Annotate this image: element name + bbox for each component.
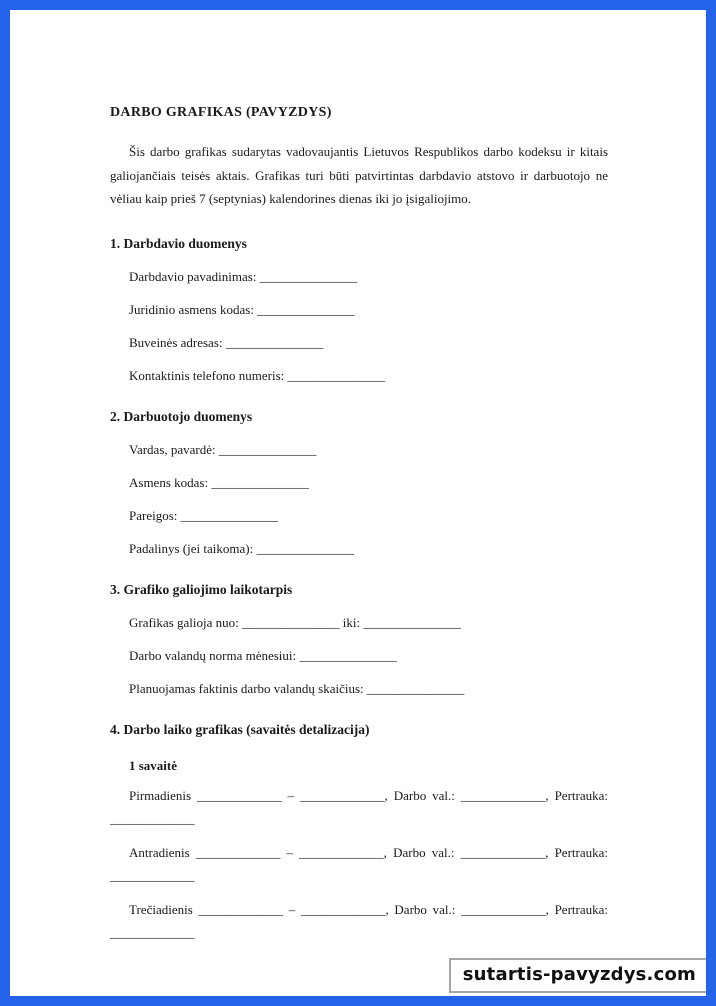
field-employee-personal-code: Asmens kodas: _______________	[129, 474, 309, 490]
field-employer-address: Buveinės adresas: _______________	[129, 334, 324, 350]
section-heading-employee: 2. Darbuotojo duomenys	[110, 408, 253, 424]
document-title: DARBO GRAFIKAS (PAVYZDYS)	[110, 105, 332, 120]
section-heading-schedule: 4. Darbo laiko grafikas (savaitės detalizacija)	[110, 721, 370, 737]
section-heading-employer: 1. Darbdavio duomenys	[110, 235, 247, 251]
field-employer-phone: Kontaktinis telefono numeris: _______________	[129, 367, 386, 383]
schedule-row-tuesday: Antradienis _____________ – _____________, Darbo val.: _____________, Pertrauka: _____________	[110, 844, 608, 883]
field-planned-actual-hours: Planuojamas faktinis darbo valandų skaičius: _______________	[129, 680, 465, 696]
field-employee-position: Pareigos: _______________	[129, 507, 279, 523]
field-employee-name: Vardas, pavardė: _______________	[129, 441, 317, 457]
week-1-subheading: 1 savaitė	[129, 757, 178, 773]
document-content	[10, 10, 706, 996]
section-heading-validity: 3. Grafiko galiojimo laikotarpis	[110, 581, 293, 597]
field-validity-period: Grafikas galioja nuo: _______________ iki: _______________	[129, 614, 461, 630]
field-employer-code: Juridinio asmens kodas: _______________	[129, 301, 355, 317]
schedule-row-monday: Pirmadienis _____________ – _____________, Darbo val.: _____________, Pertrauka: _____________	[110, 787, 608, 826]
field-employer-name: Darbdavio pavadinimas: _______________	[129, 268, 358, 284]
watermark-site-badge[interactable]: sutartis-pavyzdys.com	[449, 958, 710, 993]
schedule-row-wednesday: Trečiadienis _____________ – _____________, Darbo val.: _____________, Pertrauka: _____________	[110, 901, 608, 940]
field-monthly-hours-norm: Darbo valandų norma mėnesiui: _______________	[129, 647, 397, 663]
intro-paragraph: Šis darbo grafikas sudarytas vadovaujantis Lietuvos Respublikos darbo kodeksu ir kitais galiojančiais teisės aktais. Grafikas turi būti patvirtintas darbdavio atstovo ir darbuotojo ne vėliau kaip prieš 7 (septynias) kalendorines dienas iki jo įsigaliojimo.	[110, 144, 608, 206]
field-employee-department: Padalinys (jei taikoma): _______________	[129, 540, 354, 556]
